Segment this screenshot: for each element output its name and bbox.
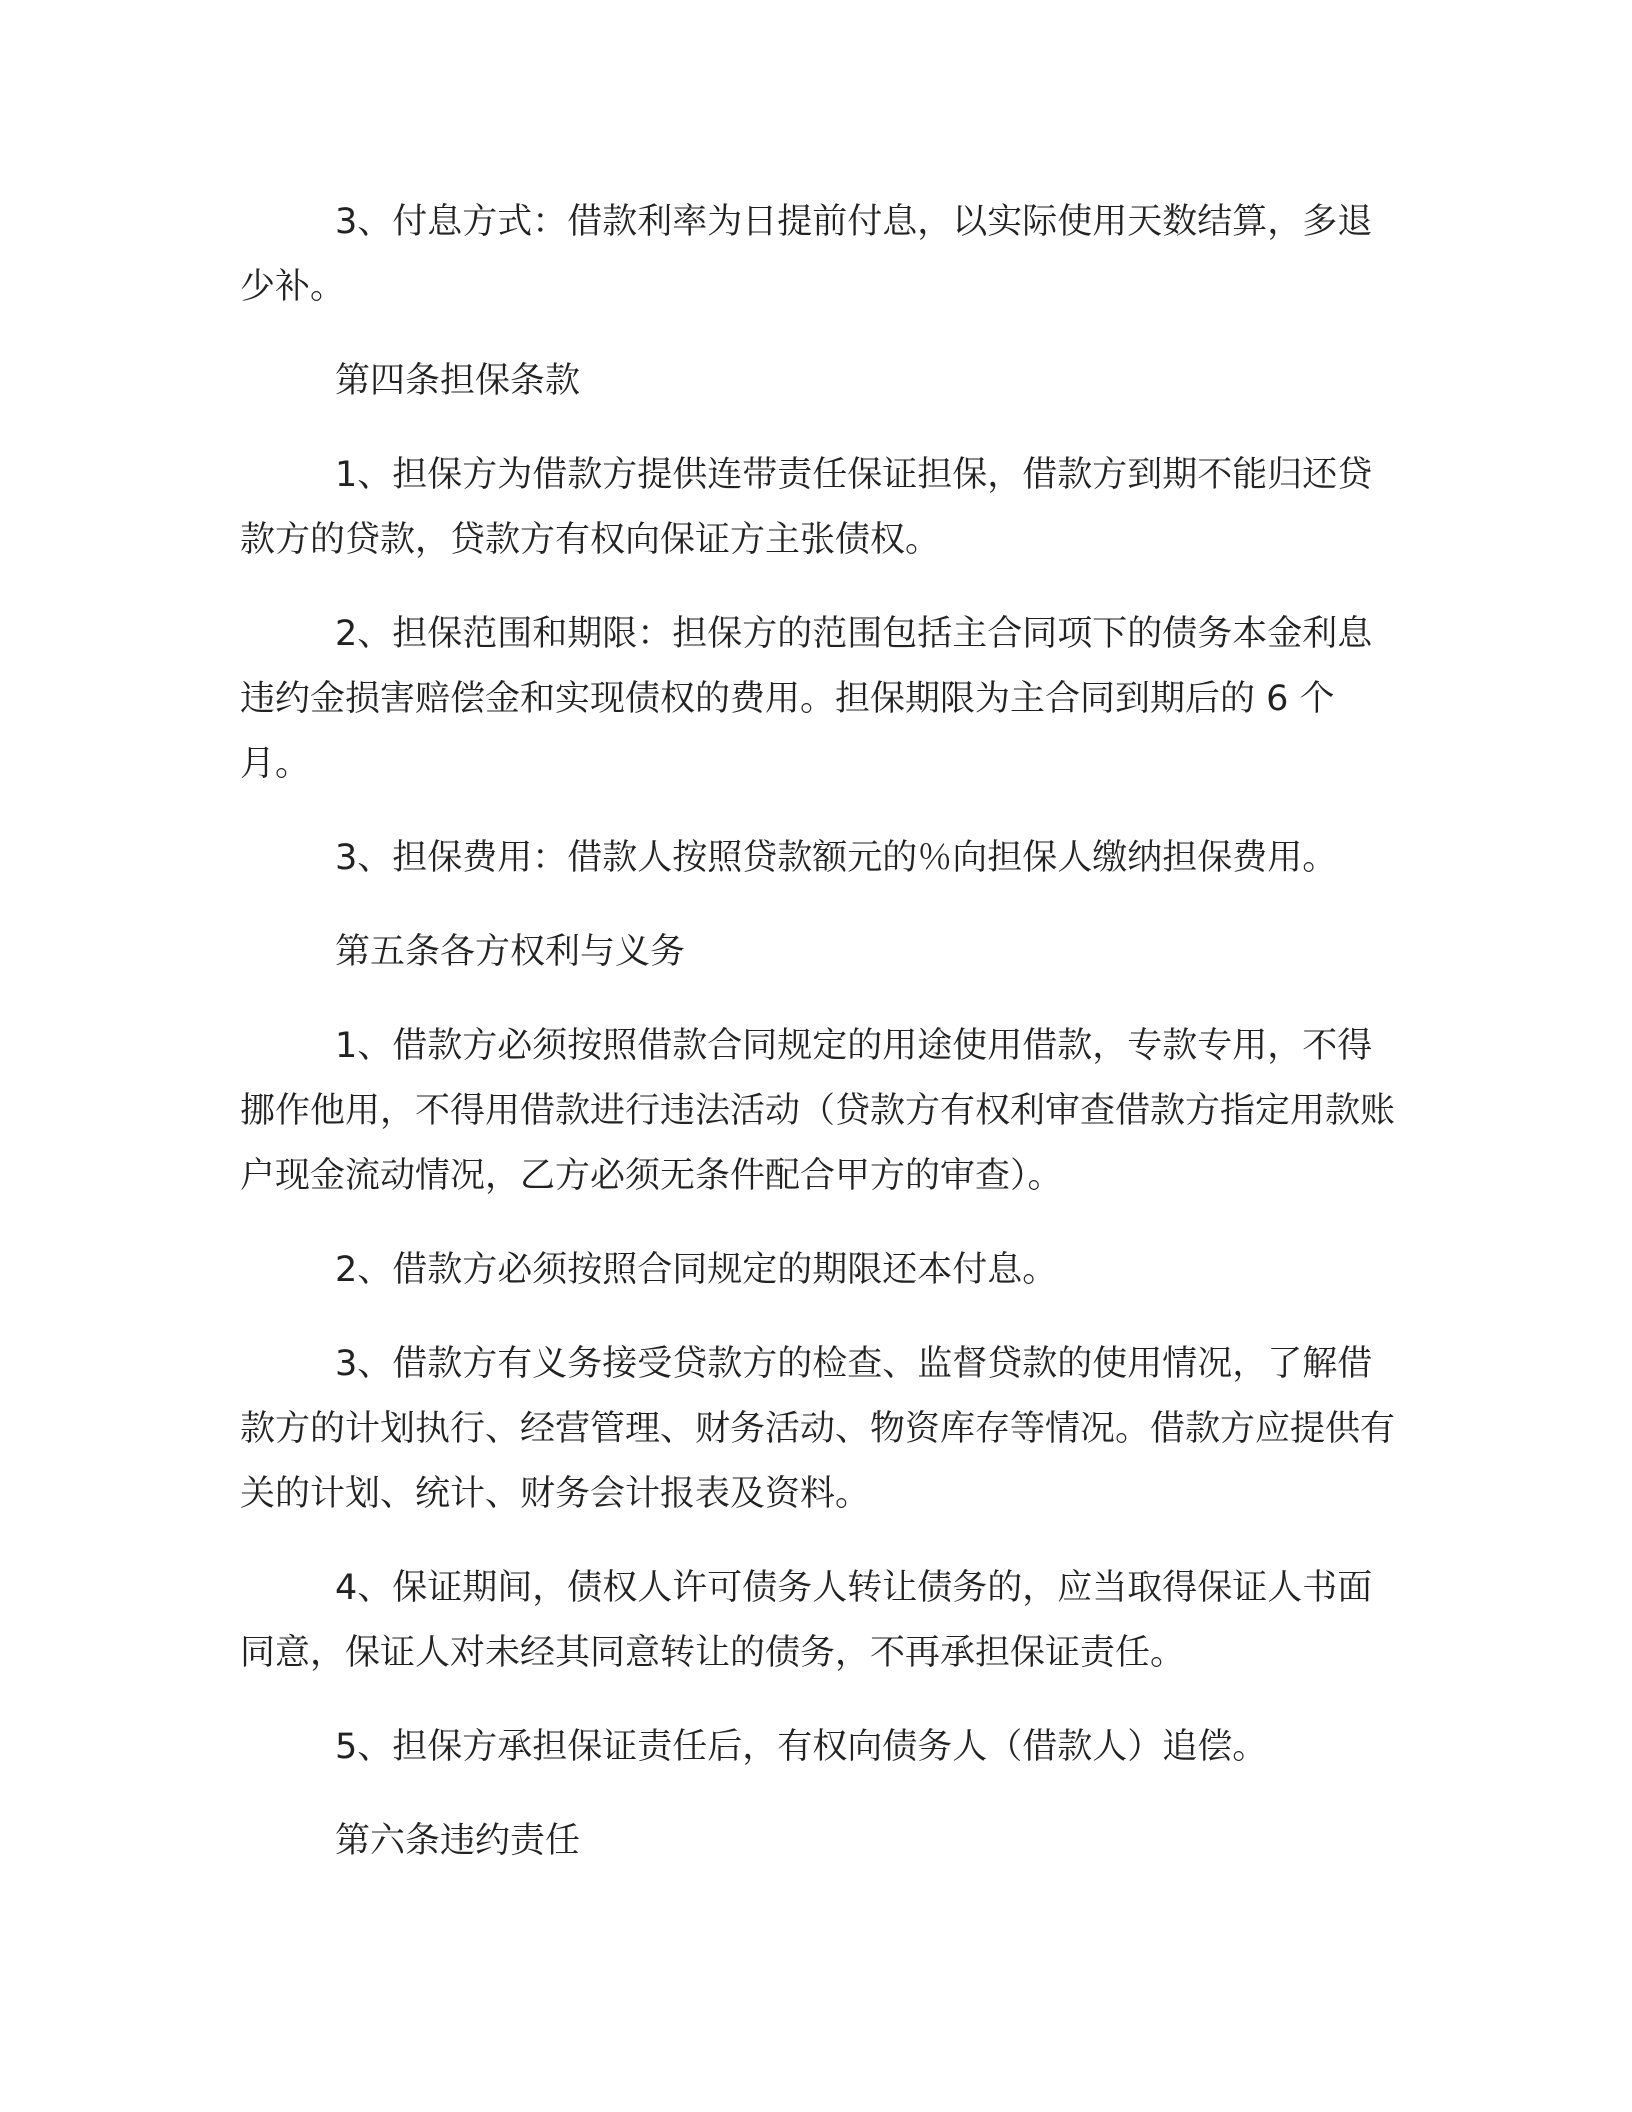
clause-guarantee-scope-term: 2、担保范围和期限：担保方的范围包括主合同项下的债务本金利息违约金损害赔偿金和实现债权的费用。担保期限为主合同到期后的 6 个月。	[240, 614, 1373, 784]
clause-guarantee-fee: 3、担保费用：借款人按照贷款额元的％向担保人缴纳担保费用。	[335, 838, 1338, 878]
clause-loan-use: 1、借款方必须按照借款合同规定的用途使用借款，专款专用，不得挪作他用，不得用借款进行违法活动（贷款方有权利审查借款方指定用款账户现金流动情况，乙方必须无条件配合甲方的审查）。	[240, 1026, 1396, 1196]
document-body	[240, 190, 1400, 1903]
clause-repayment: 2、借款方必须按照合同规定的期限还本付息。	[335, 1250, 1058, 1290]
article-5-heading: 第五条各方权利与义务	[335, 932, 686, 972]
clause-guarantee-joint-liability: 1、担保方为借款方提供连带责任保证担保，借款方到期不能归还贷款方的贷款，贷款方有权向保证方主张债权。	[240, 455, 1373, 560]
clause-debt-transfer: 4、保证期间，债权人许可债务人转让债务的，应当取得保证人书面同意，保证人对未经其同意转让的债务，不再承担保证责任。	[240, 1568, 1373, 1673]
article-4-heading: 第四条担保条款	[335, 361, 581, 401]
clause-recourse: 5、担保方承担保证责任后，有权向债务人（借款人）追偿。	[335, 1727, 1268, 1767]
article-6-heading: 第六条违约责任	[335, 1821, 581, 1861]
clause-payment-method: 3、付息方式：借款利率为日提前付息，以实际使用天数结算，多退少补。	[240, 202, 1373, 307]
clause-inspection: 3、借款方有义务接受贷款方的检查、监督贷款的使用情况，了解借款方的计划执行、经营管理、财务活动、物资库存等情况。借款方应提供有关的计划、统计、财务会计报表及资料。	[240, 1344, 1396, 1514]
